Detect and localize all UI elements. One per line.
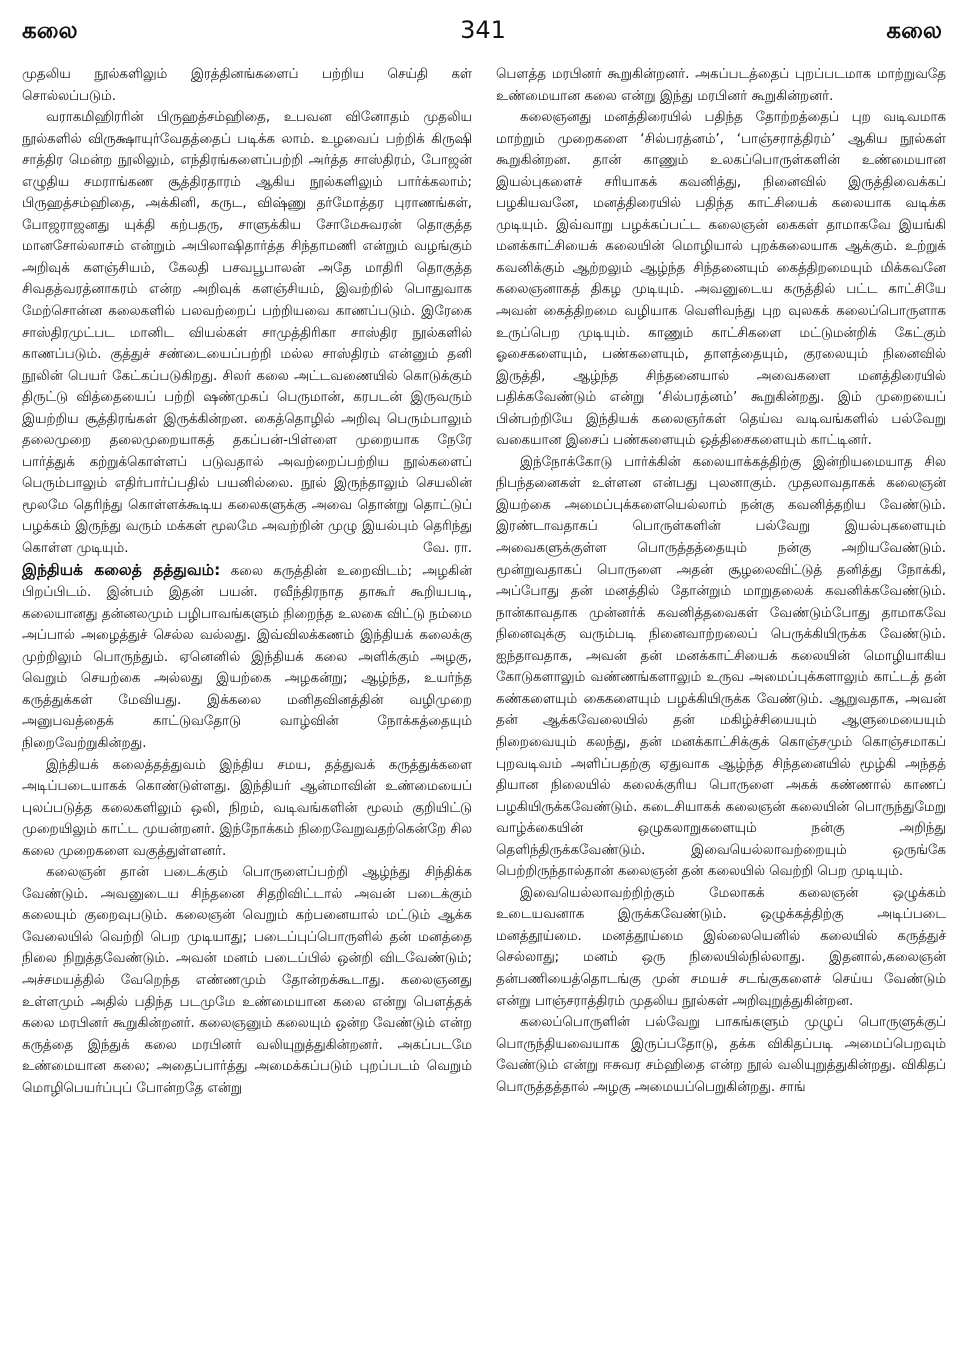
paragraph: இந்தியக் கலைத்தத்துவம் இந்திய சமய, தத்துவக் கருத்துக்களை அடிப்படையாகக் கொண்டுள்ளது. இந்தியர் ஆன்மாவின் உண்மையைப் புலப்படுத்த கலைகளிலும் ஒலி, நிறம், வடிவங்களின் மூலம் குறியிட்டு முறையிலும் காட்ட முயன்றனர். இந்நோக்கம் நிறைவேறுவதற்கென்றே சில கலை முறைகளை வகுத்துள்ளனர். — [22, 757, 472, 859]
paragraph — [22, 560, 472, 755]
paragraph: கலைப்பொருளின் பல்வேறு பாகங்களும் முழுப் பொருளுக்குப் பொருந்தியவையாக இருப்பதோடு, தக்க விகிதப்படி அமைப்பெறவும் வேண்டும் என்று ஈசுவர சம்ஹிதை என்ற நூல் வலியுறுத்துகின்றது. விகிதப் பொருத்தத்தால் அழகு அமையப்பெறுகின்றது. சாங் — [496, 1015, 946, 1095]
paragraph: இந்நோக்கோடு பார்க்கின் கலையாக்கத்திற்கு இன்றியமையாத சில நிபந்தனைகள் உள்ளன என்பது புலனாகும். முதலாவதாகக் கலைஞன் இயற்கை அமைப்புக்களையெல்லாம் நன்கு கவனித்தறிய வேண்டும். இரண்டாவதாகப் பொருள்களின் பல்வேறு இயல்புகளையும் அவைகளுக்குள்ள பொருத்தத்தையும் நன்கு அறியவேண்டும். மூன்றுவதாகப் பொருளை அதன் சூழலைவிட்டுத் தனித்து நோக்கி, அப்போது தன் மனத்தில் தோன்றும் மாறுதலைக் கவனிக்கவேண்டும். நான்காவதாக முன்னர்க் கவனித்தவைகள் வேண்டும்போது தாமாகவே நினைவுக்கு வரும்படி நினைவாற்றலைப் பெருக்கியிருக்க வேண்டும். ஐந்தாவதாக, அவன் தன் மனக்காட்சியைக் கலையின் மொழியாகிய கோடுகளாலும் வண்ணங்களாலும் உருவ அமைப்புக்களாலும் காட்டத் தன் கண்களையும் கைகளையும் பழக்கியிருக்க வேண்டும். ஆறுவதாக, அவன் தன் ஆக்கவேலையில் தன் மகிழ்ச்சியையும் ஆளுமையையும் நிறைவையும் கலந்து, தன் மனக்காட்சிக்குக் கொஞ்சமும் கொஞ்சமாகப் புறவடிவம் அளிப்பதற்கு ஏதுவாக ஆழ்ந்த சிந்தனையில் மூழ்கி அந்தத் தியான நிலையில் கலைக்குரிய பொருளை அகக் கண்ணால் காணப் பழகியிருக்கவேண்டும். கடைசியாகக் கலைஞன் கலையின் பொருந்துமேறு வாழ்க்கையின் ஒழுகலாறுகளையும் நன்கு அறிந்து தெளிந்திருக்கவேண்டும். இவையெல்லாவற்றையும் ஒருங்கே பெற்றிருந்தால்தான் கலைஞன் தன் கலையில் வெற்றி பெற முடியும். — [496, 454, 946, 880]
left-column — [22, 64, 472, 1099]
running-head-left: கலை — [22, 18, 78, 44]
paragraph-text: வராகமிஹிரரின் பிருஹத்சம்ஹிதை, உபவன வினோதம் முதலிய நூல்களில் விருக்ஷாயுர்வேதத்தைப் படிக்க லாம். உழவைப் பற்றிக் கிருஷி சாத்திர மென்ற நூலிலும், எந்திரங்களைப்பற்றி அர்த்த சாஸ்திரம், போஜன் எழுதிய சமராங்கண சூத்திரதாரம் ஆகிய நூல்களிலும் பார்க்கலாம்; பிருஹத்சம்ஹிதை, அக்கினி, கருட, விஷ்ணு தர்மோத்தர புராணங்கள், போஜராஜனது யுக்தி கற்பதரு, சாளுக்கிய சோமேசுவரன் தொகுத்த மானசோல்லாசம் என்றும் அபிலாஷிதார்த்த சிந்தாமணி என்றும் வழங்கும் அறிவுக் களஞ்சியம், கேலதி பசவபூபாலன் அதே மாதிரி தொகுத்த சிவதத்வரத்னாகரம் என்ற அறிவுக் களஞ்சியம், இவற்றில் பொதுவாக மேற்சொன்ன கலைகளில் பலவற்றைப் பற்றியவை காணப்படும். இரேகை சாஸ்திரமுட்பட மானிட வியல்கள் சாமுத்திரிகா சாஸ்திர நூல்களில் காணப்படும். குத்துச் சண்டையைப்பற்றி மல்ல சாஸ்திரம் என்னும் தனி நூலின் பெயர் கேட்கப்படுகிறது. சிலர் கலை அட்டவணையில் கொடுக்கும் திருட்டு வித்தையைப் பற்றி ஷண்முகப் பெருமான், கரபடன் இருவரும் இயற்றிய சூத்திரங்கள் இருக்கின்றன. கைத்தொழில் அறிவு பெரும்பாலும் தலைமுறை தலைமுறையாகத் தகப்பன்-பிள்ளை முறையாக நேரே பார்த்துக் கற்றுக்கொள்ளப் படுவதால் அவற்றைப்பற்றிய நூல்களைப் பெரும்பாலும் எதிர்பார்ப்பதில் பயனில்லை. நூல் இருந்தாலும் செயலின் மூலமே தெரிந்து கொள்ளக்கூடிய கலைகளுக்கு அவை தொன்று தொட்டுப் பழக்கம் இருந்து வரும் மக்கள் மூலமே அவற்றின் முழு இயல்பும் தெரிந்து கொள்ள முடியும். — [22, 110, 472, 557]
paragraph: இவையெல்லாவற்றிற்கும் மேலாகக் கலைஞன் ஒழுக்கம் உடையவனாக இருக்கவேண்டும். ஒழுக்கத்திற்கு அடிப்படை மனத்தூய்மை. மனத்தூய்மை இல்லையெனில் கலையில் கருத்துச் செல்லாது; மனம் ஒரு நிலையில்நில்லாது. இதனால்,கலைஞன் தன்பணியைத்தொடங்கு முன் சமயச் சடங்குகளைச் செய்ய வேண்டும் என்று பாஞ்சராத்திரம் முதலிய நூல்கள் அறிவுறுத்துகின்றன. — [496, 885, 946, 1009]
right-column — [496, 64, 946, 1098]
page-number: 341 — [460, 16, 506, 44]
section-heading: இந்தியக் கலைத் தத்துவம்: — [22, 560, 221, 579]
paragraph-text: கலை கருத்தின் உறைவிடம்; அழகின் பிறப்பிடம். இன்பம் இதன் பயன். ரவீந்திரநாத தாகூர் கூறியபடி, கலையானது தன்னலமும் பழிபாவங்களும் நிறைந்த உலகை விட்டு நம்மை அப்பால் அழைத்துச் செல்ல வல்லது. இவ்விலக்கணம் இந்தியக் கலைக்கு முற்றிலும் பொருந்தும். ஏனெனில் இந்தியக் கலை அளிக்கும் அழகு, வெறும் செயற்கை அல்லது இயற்கை அழகன்று; ஆழ்ந்த, உயர்ந்த கருத்துக்கள் மேவியது. இக்கலை மனிதவினத்தின் வழிமுறை அனுபவத்தைக் காட்டுவதோடு வாழ்வின் நோக்கத்தையும் நிறைவேற்றுகின்றது. — [22, 563, 473, 751]
paragraph — [22, 107, 472, 559]
paragraph: பௌத்த மரபினர் கூறுகின்றனர். அகப்படத்தைப் புறப்படமாக மாற்றுவதே உண்மையான கலை என்று இந்து மரபினர் கூறுகின்றனர். — [496, 67, 946, 104]
author-signature: வே. ரா. — [422, 541, 472, 557]
paragraph: கலைஞன் தான் படைக்கும் பொருளைப்பற்றி ஆழ்ந்து சிந்திக்க வேண்டும். அவனுடைய சிந்தனை சிதறிவிட்டால் அவன் படைக்கும் கலையும் குறைவுபடும். கலைஞன் வெறும் கற்பனையால் மட்டும் ஆக்க வேலையில் வெற்றி பெற முடியாது; படைப்புப்பொருளில் தன் மனத்தை நிலை நிறுத்தவேண்டும். அவன் மனம் படைப்பில் ஒன்றி விடவேண்டும்; அச்சமயத்தில் வேறெந்த எண்ணமும் தோன்றக்கூடாது. கலைஞனது உள்ளமும் அதில் பதிந்த படமுமே உண்மையான கலை என்று பௌத்தக் கலை மரபினர் கூறுகின்றனர். கலைஞனும் கலையும் ஒன்ற வேண்டும் என்ற கருத்தை இந்துக் கலை மரபினர் வலியுறுத்துகின்றனர். அகப்படமே உண்மையான கலை; அதைப்பார்த்து அமைக்கப்படும் புறப்படம் வெறும் மொழிபெயர்ப்புப் போன்றதே என்று — [22, 865, 472, 1096]
paragraph: கலைஞனது மனத்திரையில் பதிந்த தோற்றத்தைப் புற வடிவமாக மாற்றும் முறைகளை ‘சில்பரத்னம்’, ‘பாஞ்சராத்திரம்’ ஆகிய நூல்கள் கூறுகின்றன. தான் காணும் உலகப்பொருள்களின் உண்மையான இயல்புகளைச் சரியாகக் கவனித்து, நினைவில் இருத்திவைக்கப் பழகியவனே, மனத்திரையில் பதிந்த காட்சியைக் கலையாக வடிக்க முடியும். இவ்வாறு பழக்கப்பட்ட கலைஞன் கைகள் தாமாகவே இயங்கி மனக்காட்சியைக் கலையின் மொழியால் புறக்கலையாக ஆக்கும். உற்றுக் கவனிக்கும் ஆற்றலும் ஆழ்ந்த சிந்தனையும் கைத்திறமையும் மிக்கவனே கலைஞனாகத் திகழ முடியும். அவனுடைய கருத்தில் பட்ட காட்சியே அவன் கைத்திறமை வழியாக வெளிவந்து புற வுலகக் கலைப்பொருளாக உருப்பெற முடியும். காணும் காட்சிகளை மட்டுமன்றிக் கேட்கும் ஓசைகளையும், பண்களையும், தாளத்தையும், குரலையும் நினைவில் இருத்தி, ஆழ்ந்த சிந்தனையால் அவைகளை மனத்திரையில் பதிக்கவேண்டும் என்று ‘சில்பரத்னம்’ கூறுகின்றது. இம் முறையைப் பின்பற்றியே இந்தியக் கலைஞர்கள் தெய்வ வடிவங்களில் பல்வேறு வகையான இசைப் பண்களையும் ஒத்திசைகளையும் காட்டினர். — [496, 110, 946, 449]
running-head-right: கலை — [886, 18, 942, 44]
paragraph: முதலிய நூல்களிலும் இரத்தினங்களைப் பற்றிய செய்தி கள் சொல்லப்படும். — [22, 67, 472, 104]
